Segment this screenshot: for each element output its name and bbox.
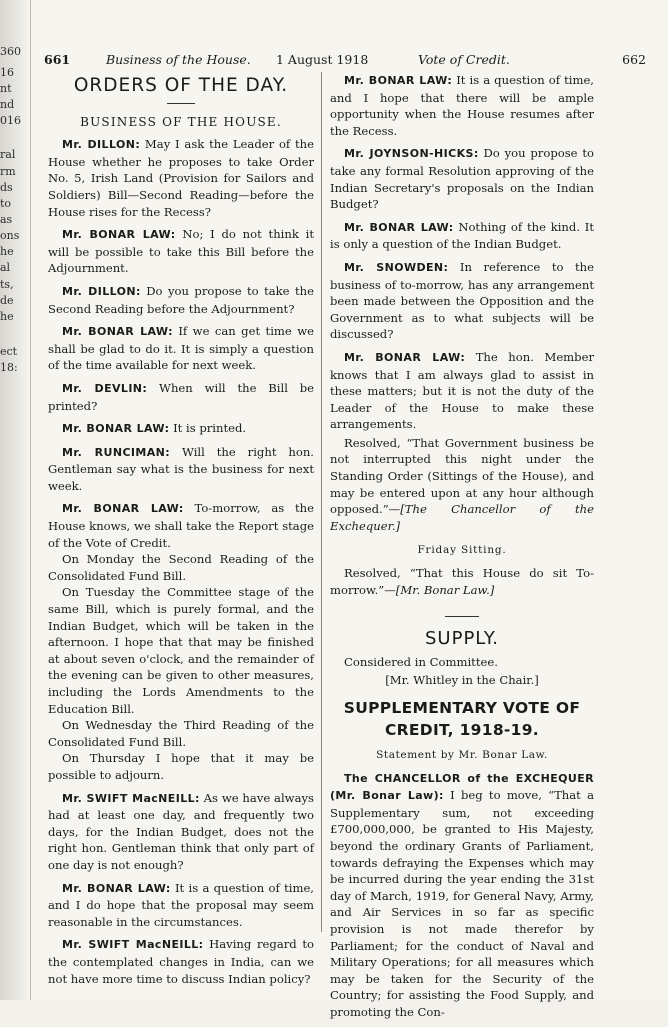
speech <box>48 420 314 438</box>
speech-text: If we can get time we shall be glad to do it. It is simply a question of the time available for next week. <box>48 324 315 373</box>
right-column <box>330 72 594 1027</box>
speech-text: In reference to the business of to-morrow, has any arrangement been made between the Opposition and the Government as to what subjects will be discussed? <box>330 259 595 342</box>
speaker-name: Mr. BONAR LAW: <box>62 502 184 516</box>
edge-fragment: 360 <box>0 45 21 58</box>
edge-fragment: nt <box>0 82 12 95</box>
speech-text: The hon. Member knows that I am always glad to assist in these matters; but it is not the duty of the Leader of the House to make these arrangements. <box>330 349 595 432</box>
business-heading: BUSINESS OF THE HOUSE. <box>80 114 282 129</box>
speech-text: Do you propose to take any formal Resolution approving of the Indian Secretary's proposals on the Indian Budget? <box>330 146 595 212</box>
speaker-name: Mr. BONAR LAW: <box>62 881 171 895</box>
speech-text: I beg to move, “That a Supplementary sum, not exceeding £700,000,000, be granted to His Majesty, beyond the ordinary Grants of Parliament, towards defraying the Expenses which may be incurred during the year ending the 31st day of March, 1919, for General Navy, Army, and Air Services in so far as specific provision is not made therefor by Parliament; for the conduct of Naval and Military Operations; for all measures which may be taken for the Security of the Country; for assisting the Food Supply, and promoting the Con- <box>330 788 595 1019</box>
edge-fragment: ts, <box>0 278 14 291</box>
edge-fragment: al <box>0 261 11 274</box>
speech <box>48 380 314 414</box>
speech <box>48 323 314 374</box>
edge-fragment: to <box>0 197 12 210</box>
speaker-name: Mr. JOYNSON-HICKS: <box>344 147 479 161</box>
speech <box>330 770 594 1021</box>
continuation-paragraph: On Wednesday the Third Reading of the Consolidated Fund Bill. <box>48 718 314 749</box>
speaker-name: Mr. BONAR LAW: <box>62 325 173 339</box>
speaker-name: Mr. BONAR LAW: <box>344 74 453 87</box>
vote-of-credit-heading <box>330 697 594 741</box>
speech <box>48 444 314 495</box>
speech-text: It is printed. <box>173 421 247 436</box>
edge-fragment: ect <box>0 345 18 358</box>
chair-line: [Mr. Whitley in the Chair.] <box>385 673 539 688</box>
speaker-name: Mr. BONAR LAW: <box>62 228 176 242</box>
edge-fragment: 16 <box>0 66 14 79</box>
speaker-name: Mr. DEVLIN: <box>62 381 148 395</box>
continuation-paragraph: On Thursday I hope that it may be possible to adjourn. <box>48 751 314 782</box>
speech <box>330 349 594 433</box>
speaker-name: Mr. SNOWDEN: <box>344 260 449 274</box>
running-head-date: 1 August 1918 <box>276 52 369 67</box>
speaker-name: Mr. BONAR LAW: <box>344 350 466 364</box>
left-column <box>48 72 314 993</box>
edge-fragment: ons <box>0 229 20 242</box>
speech-text: It is a question of time, and I do hope that the proposal may seem reasonable in the circumstances. <box>48 880 314 929</box>
speech-text: To-morrow, as the House knows, we shall take the Report stage of the Vote of Credit. <box>48 501 314 550</box>
adjacent-page-edge <box>0 0 31 1000</box>
column-divider <box>321 72 322 932</box>
right-column-number: 662 <box>622 52 646 67</box>
running-head <box>40 52 646 70</box>
edge-fragment: he <box>0 245 14 258</box>
resolution-text: Resolved, “That Government business be not interrupted this night under the Standing Order (Sittings of the House), and may be entered upon at any hour although opposed.”— <box>330 435 594 517</box>
left-column-number: 661 <box>44 52 71 67</box>
speech-text: Nothing of the kind. It is only a question of the Indian Budget. <box>330 219 594 252</box>
edge-fragment: 18: <box>0 361 18 374</box>
orders-heading: ORDERS OF THE DAY. <box>73 75 289 96</box>
resolution <box>330 435 594 535</box>
edge-fragment: 016 <box>0 114 21 127</box>
speech-text: May I ask the Leader of the House whether he proposes to take Order No. 5, Irish Land (Provision for Sailors and Soldiers) Bill—Second Reading—before the House rises for the Recess? <box>48 137 314 219</box>
speaker-name: Mr. DILLON: <box>62 138 141 152</box>
resolution <box>330 565 594 598</box>
section-rule <box>167 103 195 104</box>
edge-fragment: ds <box>0 181 13 194</box>
speaker-name: Mr. SWIFT MacNEILL: <box>62 938 204 952</box>
running-head-business: Business of the House. <box>106 52 251 67</box>
considered-line: Considered in Committee. <box>344 654 498 669</box>
speech <box>48 790 314 874</box>
edge-fragment: nd <box>0 98 15 111</box>
speaker-name: Mr. BONAR LAW: <box>344 220 454 234</box>
speaker-name: Mr. RUNCIMAN: <box>62 445 171 459</box>
speech <box>330 72 594 139</box>
speaker-name: The CHANCELLOR of the EXCHEQUER (Mr. Bonar Law): <box>330 771 594 803</box>
speech-text: It is a question of time, and I hope that there will be ample opportunity when the House resumes after the Recess. <box>330 73 594 138</box>
speech <box>330 145 594 212</box>
edge-fragment: ral <box>0 148 16 161</box>
speech <box>330 219 594 253</box>
statement-heading: Statement by Mr. Bonar Law. <box>376 749 548 761</box>
vote-heading-line: CREDIT, 1918-19. <box>384 721 539 739</box>
continuation-paragraph: On Tuesday the Committee stage of the same Bill, which is purely formal, and the Indian Budget, which will be taken in the afternoon. I hope that that may be finished at about seven o'clock, and the remainder of the evening can be given to other measures, including the Lords Amendments to the Education Bill. <box>48 585 314 716</box>
speech-text: Having regard to the contemplated changes in India, can we not have more time to discuss Indian policy? <box>48 937 314 986</box>
speaker-name: Mr. DILLON: <box>62 284 141 298</box>
resolution-attribution: [Mr. Bonar Law.] <box>395 582 495 597</box>
speech <box>48 283 314 317</box>
speech-text: As we have always had at least one day, and frequently two days, for the Indian Budget, does not the right hon. Gentleman think that only part of one day is not enough? <box>48 790 315 872</box>
speech <box>48 880 314 931</box>
edge-fragment: rm <box>0 165 16 178</box>
speech <box>48 500 314 551</box>
speech <box>48 136 314 220</box>
friday-sitting-heading: Friday Sitting. <box>417 544 507 557</box>
continuation-paragraph: On Monday the Second Reading of the Consolidated Fund Bill. <box>48 552 314 583</box>
speaker-name: Mr. SWIFT MacNEILL: <box>62 791 200 805</box>
resolution-text: Resolved, “That this House do sit To-morrow.”— <box>330 566 594 597</box>
speaker-name: Mr. BONAR LAW: <box>62 422 170 436</box>
speech <box>330 259 594 343</box>
edge-fragment: de <box>0 294 14 307</box>
resolution-attribution: [The Chancellor of the Exchequer.] <box>330 502 594 533</box>
edge-fragment: as <box>0 213 13 226</box>
speech-text: When will the Bill be printed? <box>48 380 315 413</box>
running-head-vote: Vote of Credit. <box>418 52 510 67</box>
section-rule <box>445 616 479 617</box>
speech-text: No; I do not think it will be possible to take this Bill before the Adjournment. <box>48 227 315 276</box>
vote-heading-line: SUPPLEMENTARY VOTE OF <box>343 699 581 717</box>
supply-heading: SUPPLY. <box>424 628 500 650</box>
speech-text: Will the right hon. Gentleman say what is the business for next week. <box>48 444 314 493</box>
speech <box>48 936 314 987</box>
speech <box>48 226 314 277</box>
speech-text: Do you propose to take the Second Reading before the Adjournment? <box>48 283 314 316</box>
edge-fragment: he <box>0 310 14 323</box>
